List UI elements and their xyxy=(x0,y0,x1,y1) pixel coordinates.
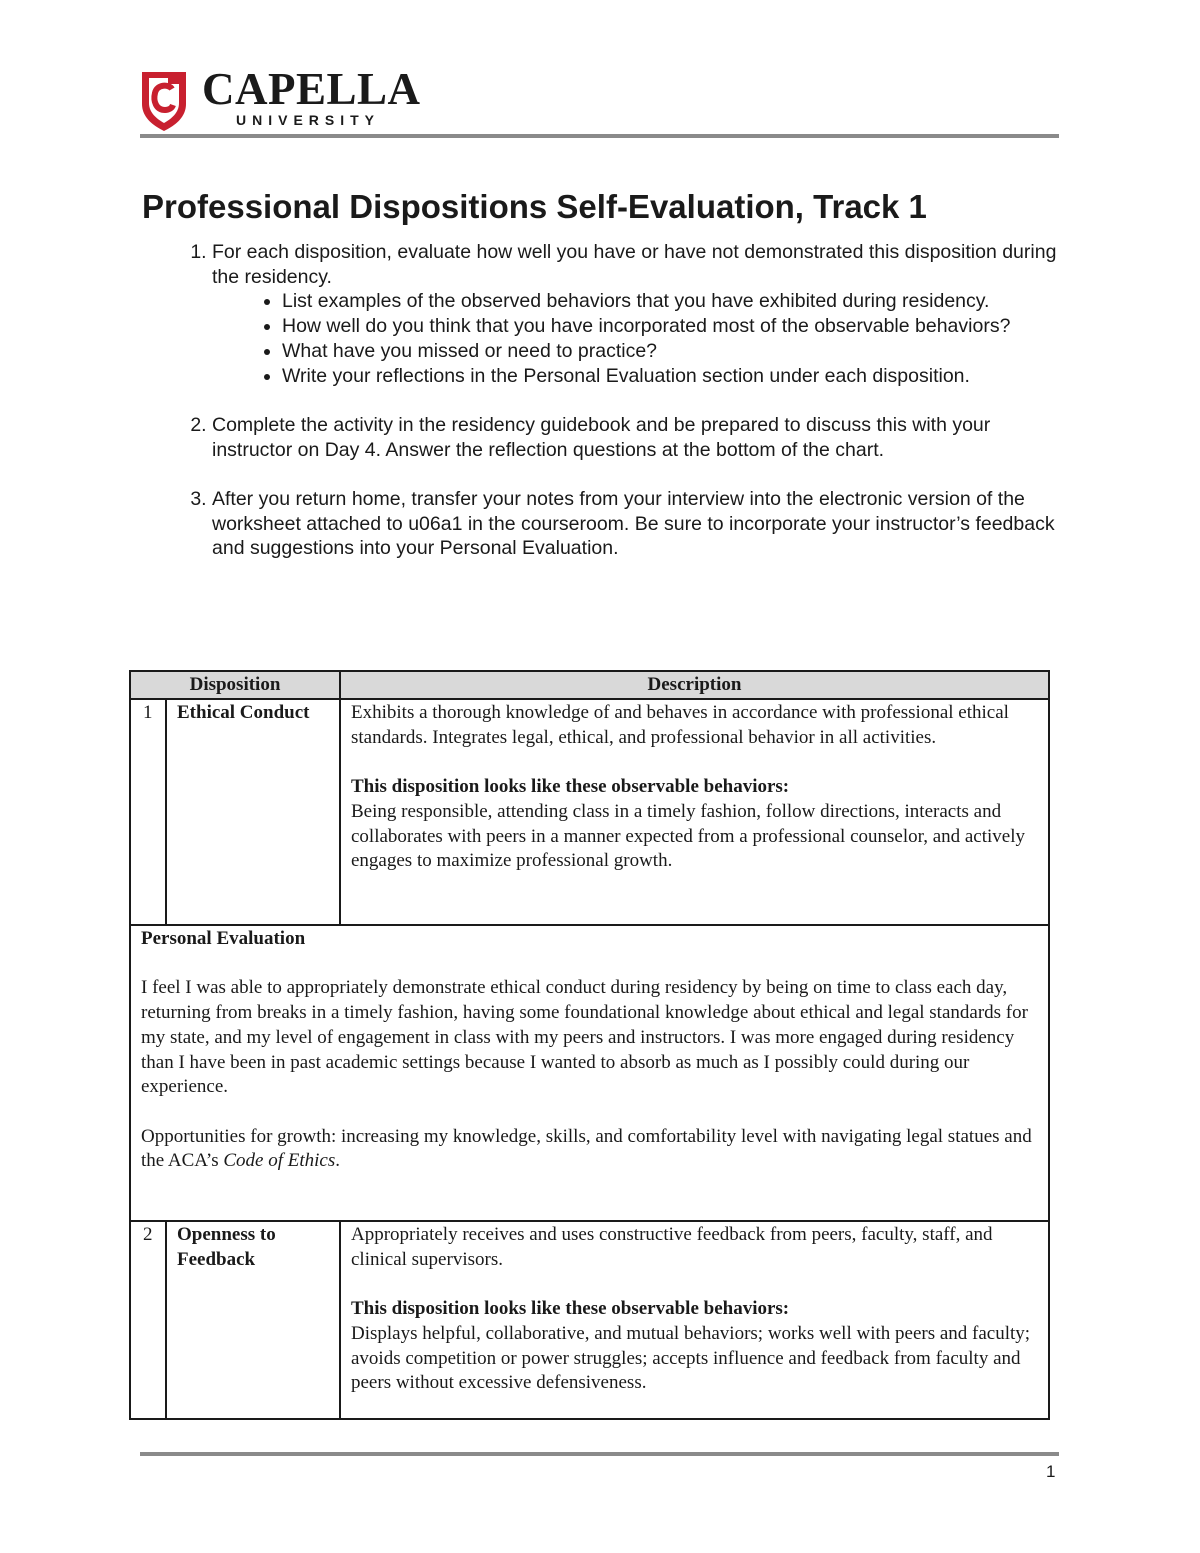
disposition-description: Appropriately receives and uses constructive feedback from peers, faculty, staff, and clinical supervisors. This disposition looks like these observable behaviors: Displays helpful, collaborative, and mutual behaviors; works well with peers and faculty; avoids competition or power struggles; accepts influence and feedback from faculty and peers without excessive defensiveness. xyxy=(340,1221,1049,1419)
header-divider xyxy=(140,134,1059,138)
table-row xyxy=(130,699,1049,925)
instructions xyxy=(142,240,1072,586)
header-description: Description xyxy=(340,671,1049,699)
row-number: 1 xyxy=(130,699,166,925)
header-disposition: Disposition xyxy=(130,671,340,699)
code-of-ethics-title: Code of Ethics xyxy=(223,1150,336,1172)
logo-name: CAPELLA xyxy=(202,64,421,114)
instruction-step-2: 2. Complete the activity in the residency guidebook and be prepared to discuss this with your instructor on Day 4. Answer the reflection questions at the bottom of the chart. xyxy=(212,413,1072,462)
disposition-name: Ethical Conduct xyxy=(166,699,340,925)
instruction-step-3: 3. After you return home, transfer your notes from your interview into the electronic version of the worksheet attached to u06a1 in the courseroom. Be sure to incorporate your instructor’s feedback and suggestions into your Personal Evaluation. xyxy=(212,487,1072,561)
evaluation-label: Personal Evaluation xyxy=(141,928,306,949)
instruction-step-1: 1. For each disposition, evaluate how well you have or have not demonstrated this disposition during the residency. • List examples of the observed behaviors that you have exhibited during residency. • How well do you think that you have incorporated most of the observable behaviors? • What have you missed or need to practice? • Write your reflections in the Personal Evaluation section under each disposition. xyxy=(212,240,1072,388)
row-number: 2 xyxy=(130,1221,166,1419)
behaviors-label: This disposition looks like these observable behaviors: xyxy=(351,1298,790,1320)
bullet-item: • How well do you think that you have incorporated most of the observable behaviors? xyxy=(282,314,1072,339)
evaluation-row xyxy=(130,925,1049,1221)
instruction-list xyxy=(142,240,1072,561)
evaluation-paragraph: I feel I was able to appropriately demonstrate ethical conduct during residency by being on time to class each day, returning from breaks in a timely fashion, having some foundational knowledge about ethical and legal standards for my state, and my level of engagement in class with my peers and instructors. I was more engaged during residency than I have been in past academic settings because I wanted to absorb as much as I possibly could during our experience. xyxy=(141,977,1028,1098)
header xyxy=(140,66,1060,138)
dispositions-table xyxy=(129,670,1050,1420)
disposition-description: Exhibits a thorough knowledge of and behaves in accordance with professional ethical standards. Integrates legal, ethical, and professional behavior in all activities. This disposition looks like these observable behaviors: Being responsible, attending class in a timely fashion, follow directions, interacts and collaborates with peers in a manner expected from a professional counselor, and actively engages to maximize professional growth. xyxy=(340,699,1049,925)
table-row xyxy=(130,1221,1049,1419)
step-1-bullets xyxy=(212,289,1072,388)
capella-shield-icon xyxy=(140,70,188,132)
behaviors-text: Being responsible, attending class in a timely fashion, follow directions, interacts and collaborates with peers in a manner expected from a professional counselor, and actively engages to maximize professional growth. xyxy=(351,800,1026,872)
footer-divider xyxy=(140,1452,1059,1456)
behaviors-label: This disposition looks like these observable behaviors: xyxy=(351,776,790,798)
bullet-item: • List examples of the observed behaviors that you have exhibited during residency. xyxy=(282,289,1072,314)
table-header-row xyxy=(130,671,1049,699)
personal-evaluation xyxy=(130,925,1049,1221)
page-title: Professional Dispositions Self-Evaluation, Track 1 xyxy=(142,188,927,225)
logo-subtitle: UNIVERSITY xyxy=(236,112,381,128)
behaviors-text: Displays helpful, collaborative, and mutual behaviors; works well with peers and faculty; avoids competition or power struggles; accepts influence and feedback from faculty and peers without excessive defensiveness. xyxy=(351,1322,1031,1394)
disposition-name: Openness to Feedback xyxy=(166,1221,340,1419)
bullet-item: • Write your reflections in the Personal Evaluation section under each disposition. xyxy=(282,364,1072,389)
bullet-item: • What have you missed or need to practice? xyxy=(282,339,1072,364)
growth-paragraph: Opportunities for growth: increasing my knowledge, skills, and comfortability level with navigating legal statues and the ACA’s Code of Ethics. xyxy=(141,1125,1032,1172)
page-number: 1 xyxy=(1046,1462,1056,1481)
